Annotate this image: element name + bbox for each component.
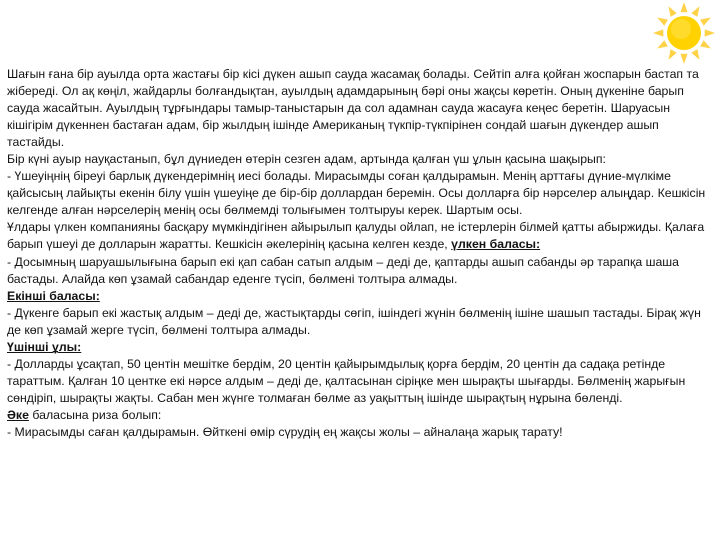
sun-ray	[700, 40, 711, 48]
sun-ray	[669, 6, 677, 17]
sun-ray	[705, 29, 715, 36]
sun-disc-highlight	[671, 19, 691, 39]
sun-icon	[648, 0, 720, 66]
heading-second-son: Екінші баласы:	[7, 288, 100, 303]
paragraph-2: Бір күні ауыр науқастанып, бұл дүниеден өтерін сезген адам, артында қалған үш ұлын қасына шақырып:	[7, 152, 606, 167]
paragraph-intro: Шағын ғана бір ауылда орта жастағы бір кісі дүкен ашып сауда жасамақ болады. Сейтіп алға қойған жоспарын бастап та жібереді. Ол ақ көңіл, жайдарлы болғандықтан, ауылдың адамдарының бәрі оны жақсы көретін. Оның дүкеніне барып сауда жасайтын. Ауылдың тұрғындары тамыр-таныстарын да сол адамнан сауда жасауға кеңес беретін. Шаруасын кішігірім дүкеннен бастаған адам, бір жылдың ішінде Американың түкпір-түкпірінен сондай шағын дүкендер ашып тастайды.	[7, 67, 699, 150]
sun-ray	[680, 54, 687, 64]
sun-ray	[691, 49, 699, 60]
story-text	[7, 66, 711, 441]
paragraph-8-text: баласына риза болып:	[28, 407, 162, 422]
heading-third-son: Үшінші ұлы:	[7, 339, 82, 354]
paragraph-4-text: Ұлдары үлкен компанияны басқару мүмкіндігінен айырылып қалуды ойлап, не істерлерін білмей қатты абыржиды. Қалаға барып үшеуі де долларын жаратты. Кешкісін әкелерінің қасына келген кезде,	[7, 220, 705, 252]
sun-ray	[653, 29, 663, 36]
paragraph-9: - Мирасымды саған қалдырамын. Өйткені өмір сүрудің ең жақсы жолы – айналаңа жарық тарату!	[7, 424, 563, 439]
paragraph-6: - Дүкенге барып екі жастық алдым – деді де, жастықтарды сөгіп, ішіндегі жүнін бөлменің ішіне шашып тастады. Бірақ жүн де көп ұзамай жерге түсіп, бөлмені толтыра алмады.	[7, 305, 701, 337]
paragraph-7: - Долларды ұсақтап, 50 центін мешітке бердім, 20 центін қайырымдылық қорға бердім, 20 центін да садақа ретінде тараттым. Қалған 10 центке екі нәрсе алдым – деді де, қалтасынан сіріңке мен шырақты шығарды. Бөлменің жарығын сөндіріп, шырақты жақты. Сабан мен жүнге толмаған бөлме аз уақыттың ішінде шырақтың нұрына бөленді.	[7, 356, 686, 405]
sun-ray	[669, 49, 677, 60]
sun-ray	[657, 18, 668, 26]
sun-ray	[691, 6, 699, 17]
heading-father: Әке	[7, 407, 29, 422]
sun-ray	[700, 18, 711, 26]
paragraph-4	[7, 219, 711, 253]
sun-ray	[657, 40, 668, 48]
paragraph-8	[7, 407, 711, 424]
heading-eldest-son: үлкен баласы:	[451, 237, 541, 252]
sun-ray	[680, 2, 687, 12]
paragraph-3: - Үшеуіңнің біреуі барлық дүкендерімнің иесі болады. Мирасымды соған қалдырамын. Менің арттағы дүние-мүлкіме қайсысың лайықты екенін білу үшін үшеуіңе де бір-бір доллардан беремін. Осы долларға бір нәрселер алыңдар. Кешкісін келгенде алған нәрселерің менің осы бөлмемді толығымен толтыруы керек. Шартым осы.	[7, 169, 706, 218]
paragraph-5: - Досымның шаруашылығына барып екі қап сабан сатып алдым – деді де, қаптарды ашып сабанды әр тарапқа шаша бастады. Алайда көп ұзамай сабандар еденге түсіп, бөлмені толтыра алмады.	[7, 254, 680, 286]
